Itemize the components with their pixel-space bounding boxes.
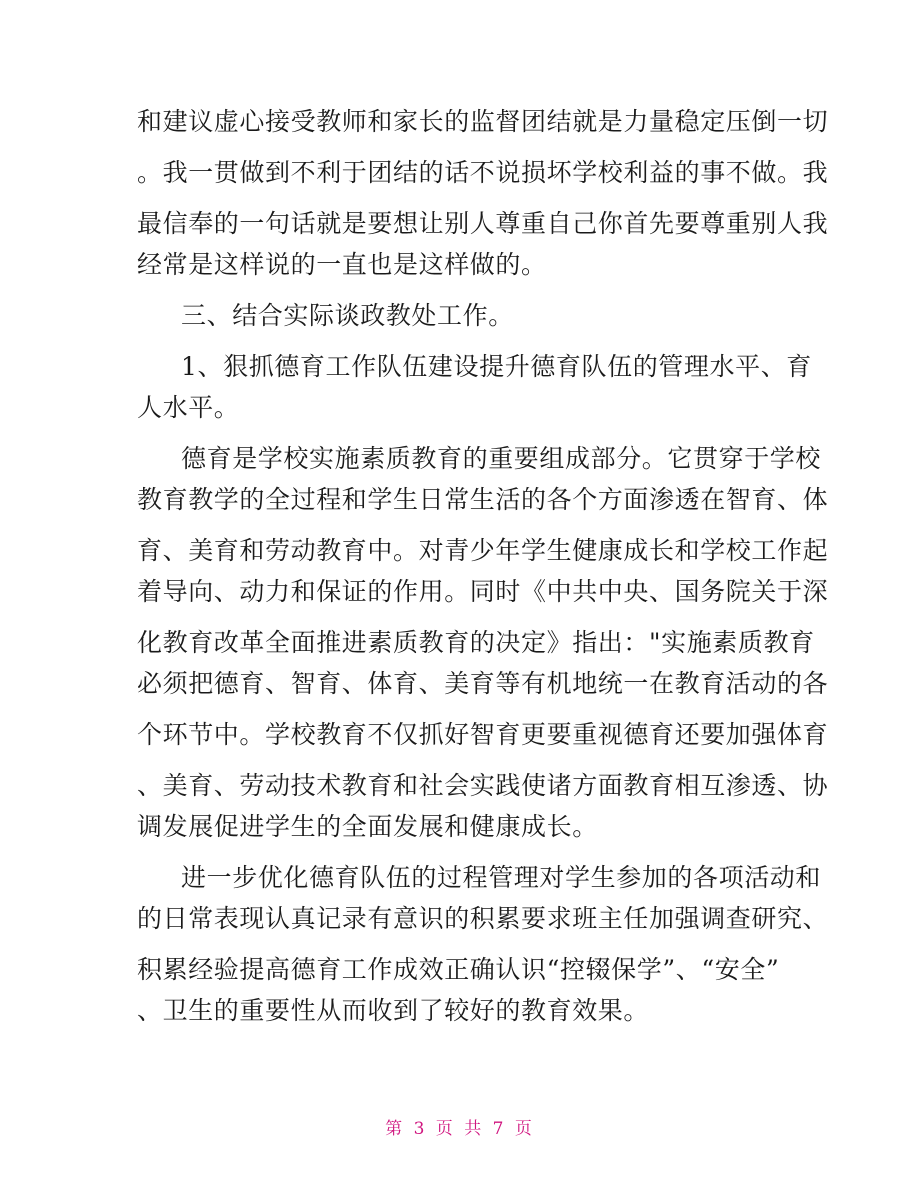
section-heading: 三、结合实际谈政教处工作。 [181, 301, 514, 330]
paragraph-1-line-1: 和建议虚心接受教师和家长的监督团结就是力量稳定压倒一切 [137, 107, 829, 136]
paragraph-5-line-4: 、卫生的重要性从而收到了较好的教育效果。 [137, 996, 650, 1025]
paragraph-1-line-4: 经常是这样说的一直也是这样做的。 [137, 250, 547, 279]
page-number-footer: 第 3 页 共 7 页 [385, 1119, 535, 1139]
paragraph-4-line-1: 德育是学校实施素质教育的重要组成部分。它贯穿于学校 [181, 444, 822, 473]
paragraph-4-line-4: 着导向、动力和保证的作用。同时《中共中央、国务院关于深 [137, 577, 829, 606]
paragraph-5-line-3: 积累经验提高德育工作成效正确认识“控辍保学”、“安全” [137, 955, 780, 984]
paragraph-3-line-1: 1、狠抓德育工作队伍建设提升德育队伍的管理水平、育 [181, 352, 812, 381]
paragraph-5-line-1: 进一步优化德育队伍的过程管理对学生参加的各项活动和 [181, 863, 822, 892]
paragraph-4-line-5: 化教育改革全面推进素质教育的决定》指出："实施素质教育 [137, 628, 815, 657]
paragraph-3-line-2: 人水平。 [137, 393, 240, 422]
paragraph-4-line-8: 、美育、劳动技术教育和社会实践使诸方面教育相互渗透、协 [137, 771, 829, 800]
paragraph-4-line-7: 个环节中。学校教育不仅抓好智育更要重视德育还要加强体育 [137, 720, 829, 749]
paragraph-1-line-3: 最信奉的一句话就是要想让别人尊重自己你首先要尊重别人我 [137, 209, 829, 238]
paragraph-4-line-9: 调发展促进学生的全面发展和健康成长。 [137, 812, 598, 841]
paragraph-5-line-2: 的日常表现认真记录有意识的积累要求班主任加强调查研究、 [137, 904, 829, 933]
paragraph-1-line-2: 。我一贯做到不利于团结的话不说损坏学校利益的事不做。我 [137, 158, 829, 187]
paragraph-4-line-3: 育、美育和劳动教育中。对青少年学生健康成长和学校工作起 [137, 536, 829, 565]
paragraph-4-line-6: 必须把德育、智育、体育、美育等有机地统一在教育活动的各 [137, 669, 829, 698]
paragraph-4-line-2: 教育教学的全过程和学生日常生活的各个方面渗透在智育、体 [137, 485, 829, 514]
